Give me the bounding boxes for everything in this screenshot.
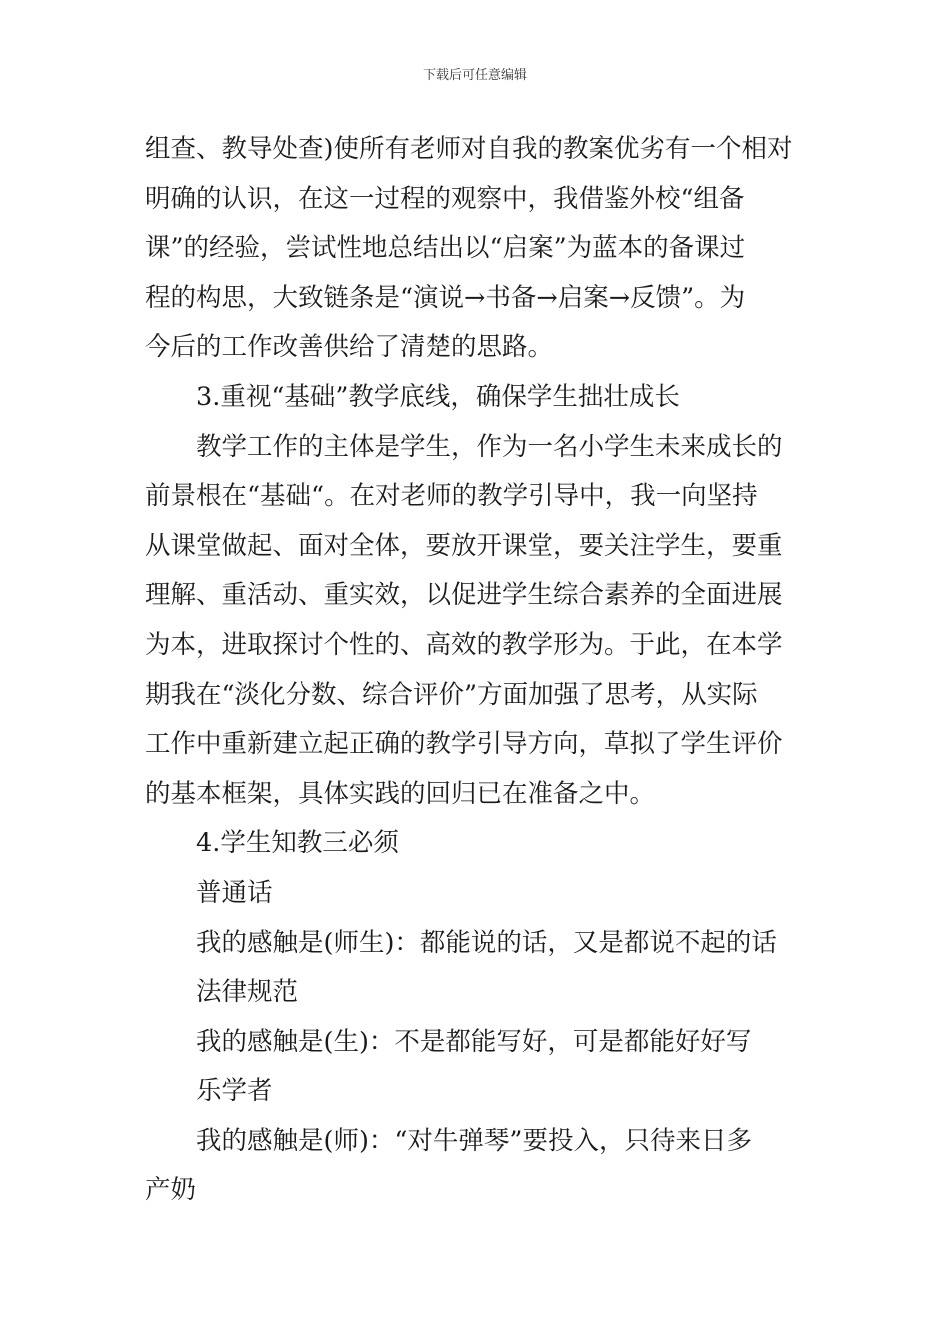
text-line: 的基本框架，具体实践的回归已在准备之中。 [145, 778, 656, 809]
section-heading: 3.重视“基础”教学底线，确保学生拙壮成长 [196, 381, 680, 412]
text-line: 教学工作的主体是学生，作为一名小学生未来成长的 [196, 431, 783, 462]
text-line: 组查、教导处查)使所有老师对自我的教案优劣有一个相对 [145, 134, 793, 164]
subheading: 法律规范 [196, 977, 299, 1008]
text-line: 工作中重新建立起正确的教学引导方向，草拟了学生评价 [145, 729, 783, 760]
text-line: 明确的认识，在这一过程的观察中，我借鉴外校“组备 [145, 183, 745, 214]
text-line: 今后的工作改善供给了清楚的思路。 [145, 332, 554, 363]
text-line: 程的构思，大致链条是“演说→书备→启案→反馈”。为 [145, 282, 746, 313]
section-heading: 4.学生知教三必须 [196, 828, 399, 859]
text-line: 为本，进取探讨个性的、高效的教学形为。于此，在本学 [145, 629, 783, 660]
text-line: 从课堂做起、面对全体，要放开课堂，要关注学生，要重 [145, 530, 783, 561]
text-line: 理解、重活动、重实效，以促进学生综合素养的全面进展 [145, 580, 783, 611]
document-body [145, 125, 810, 1216]
text-line: 我的感触是(师生)：都能说的话，又是都说不起的话 [196, 927, 777, 958]
text-line: 我的感触是(生)：不是都能写好，可是都能好好写 [196, 1026, 752, 1057]
page-header: 下载后可任意编辑 [422, 68, 527, 83]
subheading: 乐学者 [196, 1076, 273, 1107]
text-line: 期我在“淡化分数、综合评价”方面加强了思考，从实际 [145, 679, 758, 710]
text-line: 课”的经验，尝试性地总结出以“启案”为蓝本的备课过 [145, 233, 746, 264]
text-line: 产奶 [145, 1175, 197, 1206]
subheading: 普通话 [196, 877, 273, 908]
text-line: 前景根在“基础“。在对老师的教学引导中，我一向坚持 [145, 481, 758, 512]
text-line: 我的感触是(师)：“对牛弹琴”要投入，只待来日多 [196, 1125, 752, 1156]
